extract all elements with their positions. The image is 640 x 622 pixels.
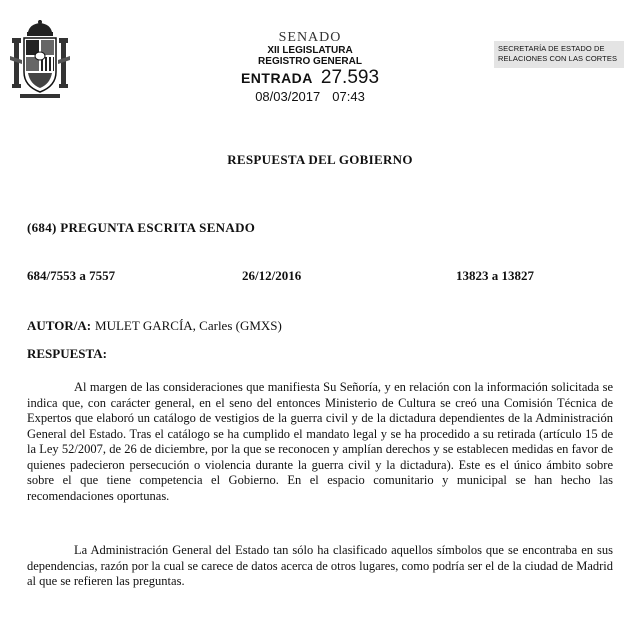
registry-stamp [200, 30, 420, 104]
stamp-registro: REGISTRO GENERAL [258, 56, 362, 67]
secretaria-line1: SECRETARÍA DE ESTADO DE [498, 44, 605, 53]
coat-of-arms-icon [10, 20, 70, 100]
autor-label: AUTOR/A: [27, 318, 92, 333]
reference-date: 26/12/2016 [242, 268, 302, 283]
secretaria-box [494, 41, 624, 68]
reference-range: 13823 a 13827 [456, 268, 534, 283]
stamp-legislatura: XII LEGISLATURA [267, 45, 353, 56]
stamp-entrada-label: ENTRADA [240, 70, 313, 86]
stamp-time: 07:43 [332, 89, 365, 104]
autor-line [27, 318, 282, 334]
stamp-entrada-row [200, 68, 420, 89]
stamp-senado: SENADO [278, 30, 342, 45]
autor-value: MULET GARCÍA, Carles (GMXS) [95, 318, 282, 333]
stamp-entrada-number: 27.593 [320, 67, 380, 88]
secretaria-line2: RELACIONES CON LAS CORTES [498, 54, 618, 63]
stamp-date: 08/03/2017 [255, 89, 321, 104]
reference-number: 684/7553 a 7557 [27, 268, 116, 283]
document-title: RESPUESTA DEL GOBIERNO [227, 152, 413, 167]
response-paragraph-1: Al margen de las consideraciones que manifiesta Su Señoría, y en relación con la información solicitada se indica que, con carácter general, en el seno del entonces Ministerio de Cultura se creó una Comisión Técnica de Expertos que elaboró un catálogo de vestigios de la guerra civil y de la dictadura dependientes de la Administración General del Estado. Tras el catálogo se ha cumplido el mandato legal y se ha procedido a su retirada (artículo 15 de la Ley 52/2007, de 26 de diciembre, por la que se reconocen y amplían derechos y se establecen medidas en favor de quienes padecieron persecución o violencia durante la guerra civil y la dictadura). Este es el único ámbito sobre sobre el que tiene competencia el Gobierno. En el espacio comunitario y municipal se han hecho las recomendaciones oportunas. [27, 380, 613, 503]
respuesta-label: RESPUESTA: [27, 346, 107, 361]
pregunta-heading: (684) PREGUNTA ESCRITA SENADO [27, 220, 256, 235]
response-paragraph-2: La Administración General del Estado tan sólo ha clasificado aquellos símbolos que se encontraba en sus dependencias, razón por la cual se carece de datos acerca de otros lugares, como podría ser el de la ciudad de Madrid al que se refieren las preguntas. [27, 543, 613, 588]
stamp-datetime [200, 89, 420, 104]
